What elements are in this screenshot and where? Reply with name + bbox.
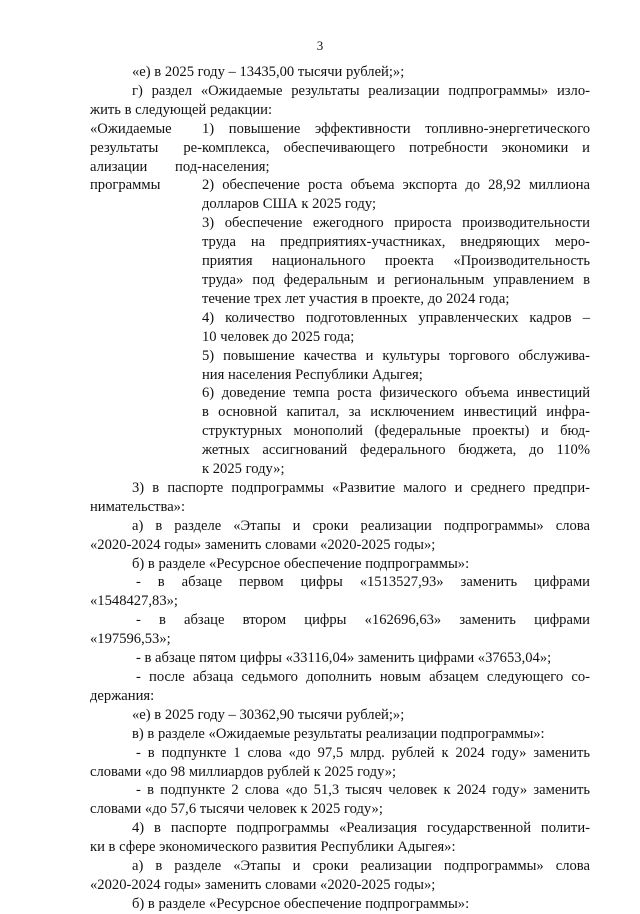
result-item-5 [202, 347, 590, 385]
result-line: 3) обеспечение ежегодного прироста производительности [202, 215, 590, 232]
result-item-4 [202, 309, 590, 347]
result-line: жетных ассигнований федерального бюджета, до 110% [202, 442, 590, 459]
label-line: результаты ре- [90, 139, 202, 156]
result-line: течение трех лет участия в проекте, до 2024 года; [202, 290, 510, 307]
paragraph-3b-fifth: - в абзаце пятом цифры «33116,04» заменить цифрами «37653,04»; [136, 650, 552, 667]
paragraph-3a-cont: «2020-2024 годы» заменить словами «2020-2025 годы»; [90, 536, 436, 553]
paragraph-item-4-cont: ки в сфере экономического развития Республики Адыгея»: [90, 839, 456, 856]
result-item-2 [202, 176, 590, 214]
paragraph-3v-2-cont: словами «до 57,6 тысячи человек к 2025 году»; [90, 801, 383, 818]
expected-results-list [202, 120, 590, 479]
result-line: 2) обеспечение роста объема экспорта до 28,92 миллиона [202, 177, 590, 194]
result-line: приятия национального проекта «Производительность [202, 253, 590, 270]
document-body [90, 63, 590, 914]
label-line: «Ожидаемые [90, 120, 172, 137]
paragraph-3v-1-cont: словами «до 98 миллиардов рублей к 2025 году»; [90, 763, 397, 780]
result-line: к 2025 году»; [202, 461, 285, 478]
result-line: 4) количество подготовленных управленческих кадров – [202, 309, 590, 326]
result-item-6 [202, 384, 590, 479]
result-line: комплекса, обеспечивающего потребности экономики и [202, 139, 590, 156]
paragraph-3b: б) в разделе «Ресурсное обеспечение подпрограммы»: [132, 555, 470, 572]
result-line: труда» под федеральным и региональным управлением в [202, 271, 590, 288]
paragraph-3b-first-cont: «1548427,83»; [90, 593, 178, 610]
result-line: в основной капитал, за исключением инвестиций инфра- [202, 404, 590, 421]
paragraph-3b-first: - в абзаце первом цифры «1513527,93» заменить цифрами [136, 574, 590, 591]
result-line: труда на предприятиях-участниках, внедряющих меро- [202, 234, 590, 251]
result-line: долларов США к 2025 году; [202, 196, 377, 213]
paragraph-3a: а) в разделе «Этапы и сроки реализации подпрограммы» слова [132, 517, 590, 534]
result-line: 6) доведение темпа роста физического объема инвестиций [202, 385, 590, 402]
paragraph-3v-1: - в подпункте 1 слова «до 97,5 млрд. рублей к 2024 году» заменить [136, 744, 590, 761]
result-line: ния населения Республики Адыгея; [202, 366, 423, 383]
paragraph-3b-new: «е) в 2025 году – 30362,90 тысячи рублей;»; [132, 706, 405, 723]
result-item-1 [202, 120, 590, 177]
result-line: 1) повышение эффективности топливно-энергетического [202, 120, 590, 137]
page-number: 3 [316, 38, 324, 53]
paragraph-3b-seventh: - после абзаца седьмого дополнить новым абзацем следующего со- [136, 669, 590, 685]
result-line: структурных монополий (федеральные проекты) и бюд- [202, 423, 590, 440]
paragraph-amount-2025: «е) в 2025 году – 13435,00 тысячи рублей;»; [132, 64, 405, 80]
paragraph-3b-second-cont: «197596,53»; [90, 631, 171, 648]
paragraph-3v-2: - в подпункте 2 слова «до 51,3 тысяч человек к 2024 году» заменить [136, 782, 590, 799]
label-line: программы [90, 177, 161, 194]
label-line: ализации под- [90, 158, 202, 175]
result-line: 10 человек до 2025 года; [202, 328, 355, 345]
paragraph-item-3-cont: нимательства»: [90, 498, 186, 515]
paragraph-4b: б) в разделе «Ресурсное обеспечение подпрограммы»: [132, 895, 470, 912]
paragraph-4a-cont: «2020-2024 годы» заменить словами «2020-2025 годы»; [90, 876, 436, 893]
expected-results-label [90, 120, 202, 479]
result-item-3 [202, 214, 590, 309]
expected-results-table [90, 120, 590, 479]
result-line: населения; [202, 158, 270, 175]
paragraph-4a: а) в разделе «Этапы и сроки реализации подпрограммы» слова [132, 858, 590, 875]
paragraph-item-4: 4) в паспорте подпрограммы «Реализация государственной полити- [132, 820, 590, 837]
paragraph-section-g: г) раздел «Ожидаемые результаты реализации подпрограммы» изло- [132, 82, 590, 99]
paragraph-3b-seventh-cont: держания: [90, 687, 155, 704]
paragraph-section-g-cont: жить в следующей редакции: [90, 101, 273, 118]
paragraph-item-3: 3) в паспорте подпрограммы «Развитие малого и среднего предпри- [132, 479, 590, 496]
paragraph-3b-second: - в абзаце втором цифры «162696,63» заменить цифрами [136, 612, 590, 629]
result-line: 5) повышение качества и культуры торгового обслужива- [202, 347, 590, 364]
paragraph-3v: в) в разделе «Ожидаемые результаты реализации подпрограммы»: [132, 725, 545, 742]
